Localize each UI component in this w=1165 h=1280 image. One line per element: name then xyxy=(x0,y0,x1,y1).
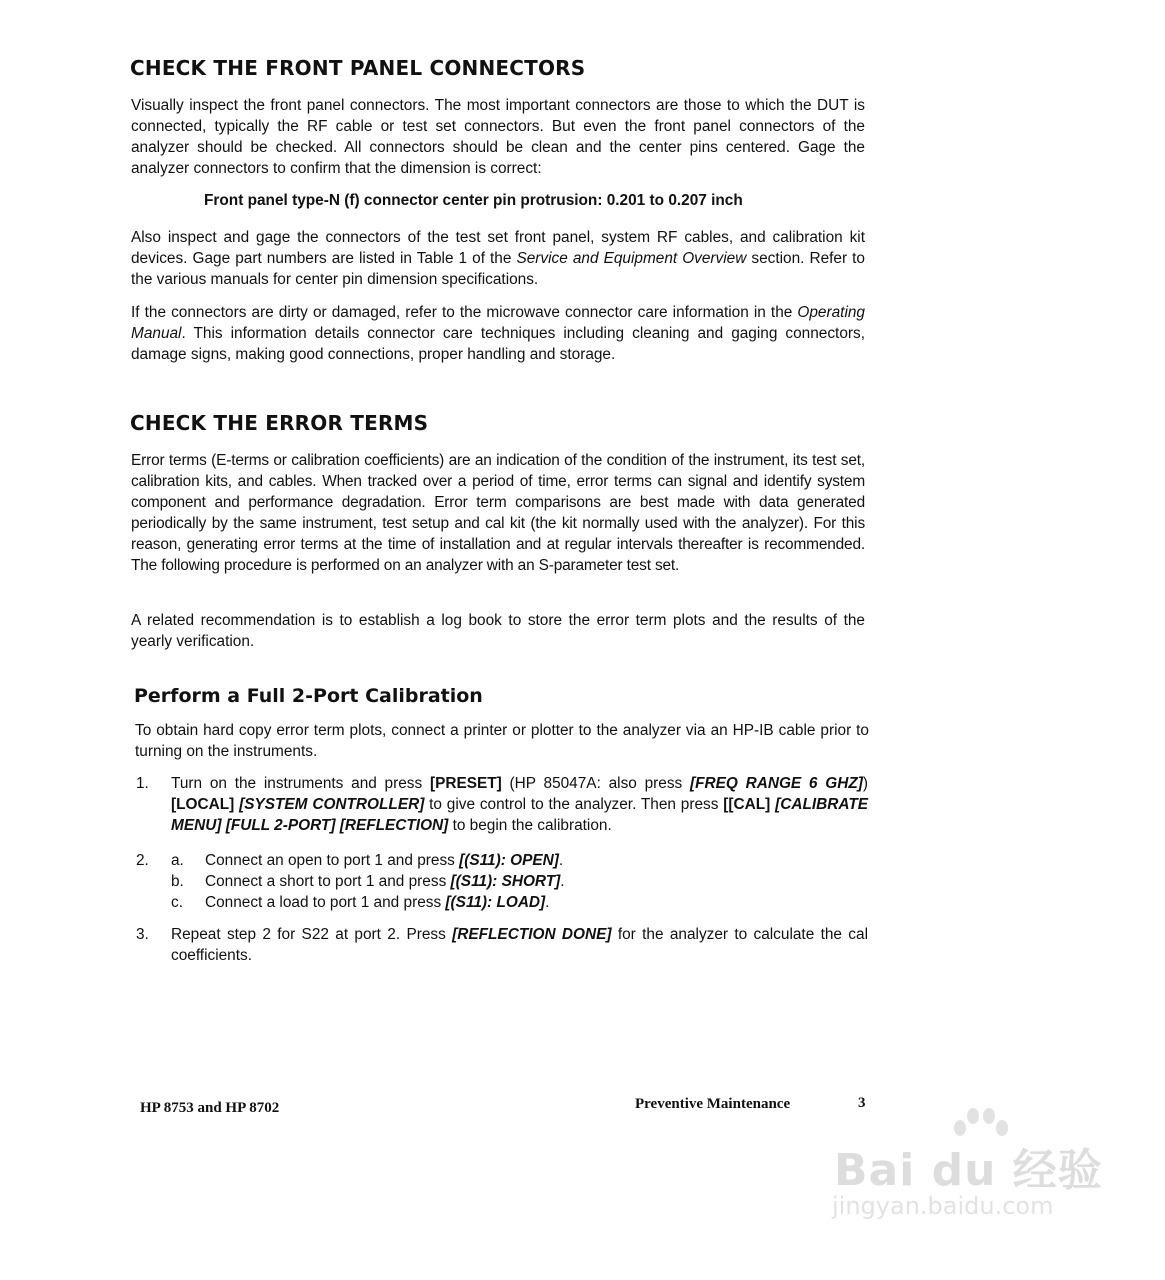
softkey-freq-range: [FREQ RANGE 6 GHZ] xyxy=(689,775,863,792)
substep-text: Connect an open to port 1 and press [(S11): OPEN]. xyxy=(205,852,564,869)
key-preset: [PRESET] xyxy=(429,775,502,792)
step-1-text: Turn on the instruments and press [PRESET] (HP 85047A: also press [FREQ RANGE 6 GHZ]) [LOCAL] [SYSTEM CONTROLLER] to give control to the analyzer. Then press [[CAL] [CALIBRATE MENU] [FULL 2-PORT] [REFLECTION] to begin the calibration. xyxy=(171,775,869,834)
paragraph-inspect-connectors: Visually inspect the front panel connectors. The most important connectors are those to which the DUT is connected, typically the RF cable or test set connectors. But even the front panel connectors of the analyzer should be checked. All connectors should be clean and the center pins centered. Gage the analyzer connectors to confirm that the dimension is correct: xyxy=(131,97,865,177)
watermark-url: jingyan.baidu.com xyxy=(832,1192,1054,1220)
heading-front-panel-connectors: CHECK THE FRONT PANEL CONNECTORS xyxy=(130,56,586,80)
step-number: 2. xyxy=(136,852,149,869)
softkey-s11-short: [(S11): SHORT] xyxy=(450,873,561,890)
substep-letter: c. xyxy=(171,894,183,911)
softkeys-calibrate-menu: [CALIBRATE MENU] [FULL 2-PORT] [REFLECTION] xyxy=(171,796,869,834)
step-number: 1. xyxy=(136,775,149,792)
service-equipment-overview-ref: Service and Equipment Overview xyxy=(516,250,747,267)
softkey-s11-load: [(S11): LOAD] xyxy=(445,894,546,911)
watermark-logo: Bai du 经验 xyxy=(834,1145,1103,1196)
substep-text: Connect a load to port 1 and press [(S11): LOAD]. xyxy=(205,894,550,911)
softkey-reflection-done: [REFLECTION DONE] xyxy=(452,926,612,943)
heading-full-2-port-calibration: Perform a Full 2-Port Calibration xyxy=(134,685,483,707)
step-3-text: Repeat step 2 for S22 at port 2. Press [REFLECTION DONE] for the analyzer to calculate the cal coefficients. xyxy=(171,926,868,964)
substep-text: Connect a short to port 1 and press [(S11): SHORT]. xyxy=(205,873,565,890)
softkey-system-controller: [SYSTEM CONTROLLER] xyxy=(239,796,425,813)
step-number: 3. xyxy=(136,926,149,943)
substep-letter: a. xyxy=(171,852,184,869)
softkey-s11-open: [(S11): OPEN] xyxy=(459,852,559,869)
operating-manual-ref: Operating Manual xyxy=(131,304,865,342)
paragraph-hard-copy-plots: To obtain hard copy error term plots, connect a printer or plotter to the analyzer via an HP-IB cable prior to turning on the instruments. xyxy=(135,722,869,760)
footer-model: HP 8753 and HP 8702 xyxy=(140,1100,280,1116)
heading-error-terms: CHECK THE ERROR TERMS xyxy=(130,411,429,435)
baidu-watermark xyxy=(828,1110,1103,1235)
paragraph-connector-care: If the connectors are dirty or damaged, refer to the microwave connector care information in the Operating Manual. This information details connector care techniques including cleaning and gaging connectors, damage signs, making good connections, proper handling and storage. xyxy=(131,304,865,363)
paragraph-log-book: A related recommendation is to establish a log book to store the error term plots and the results of the yearly verification. xyxy=(131,612,865,650)
footer-section: Preventive Maintenance xyxy=(635,1096,791,1112)
footer-page-number: 3 xyxy=(858,1095,866,1111)
key-local: [LOCAL] xyxy=(171,796,235,813)
key-cal: [[CAL] xyxy=(723,796,771,813)
paragraph-gage-connectors: Also inspect and gage the connectors of the test set front panel, system RF cables, and calibration kit devices. Gage part numbers are listed in Table 1 of the Service and Equipment Overview section. Refer to the various manuals for center pin dimension specifications. xyxy=(131,229,865,288)
connector-spec-line: Front panel type-N (f) connector center pin protrusion: 0.201 to 0.207 inch xyxy=(204,192,743,209)
substep-letter: b. xyxy=(171,873,184,890)
paragraph-error-terms: Error terms (E-terms or calibration coefficients) are an indication of the condition of the instrument, its test set, calibration kits, and cables. When tracked over a period of time, error terms can signal and identify system component and performance degradation. Error term comparisons are best made with data generated periodically by the same instrument, test setup and cal kit (the kit normally used with the analyzer). For this reason, generating error terms at the time of installation and at regular intervals thereafter is recommended. The following procedure is performed on an analyzer with an S-parameter test set. xyxy=(131,452,865,574)
